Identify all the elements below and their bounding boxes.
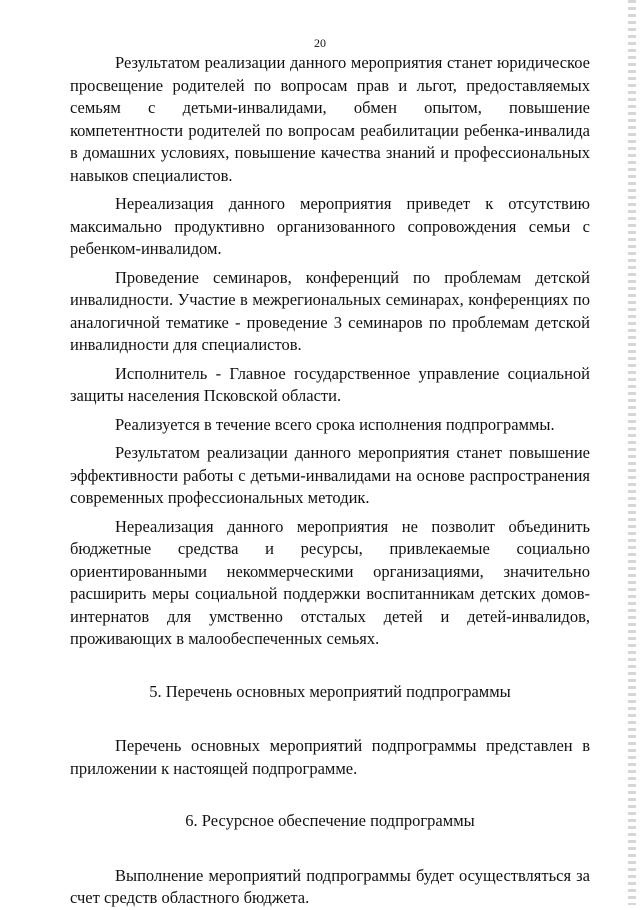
section-6-text: Выполнение мероприятий подпрограммы будет осуществляться за счет средств областного бюджета. xyxy=(70,865,590,907)
page-number: 20 xyxy=(314,36,326,50)
paragraph-result-efficiency: Результатом реализации данного мероприятия станет повышение эффективности работы с детьми-инвалидами на основе распространения современных профессиональных методик. xyxy=(70,443,590,507)
paragraph-non-implementation-resources: Нереализация данного мероприятия не позволит объединить бюджетные средства и ресурсы, привлекаемые социально ориентированными некоммерческими организациями, значительно расширить меры социальной поддержки воспитанникам детских домов-интернатов для умственно отсталых детей и детей-инвалидов, проживающих в малообеспеченных семьях. xyxy=(70,516,590,648)
section-5-text: Перечень основных мероприятий подпрограммы представлен в приложении к настоящей подпрограмме. xyxy=(70,736,590,778)
section-6-heading: 6. Ресурсное обеспечение подпрограммы xyxy=(185,811,475,830)
paragraph-executor: Исполнитель - Главное государственное управление социальной защиты населения Псковской области. xyxy=(70,363,590,405)
paragraph-term: Реализуется в течение всего срока исполнения подпрограммы. xyxy=(115,414,555,434)
paragraph-non-implementation-support: Нереализация данного мероприятия приведет к отсутствию максимально продуктивно организованного сопровождения семьи с ребенком-инвалидом. xyxy=(70,194,590,258)
scan-edge-artifact xyxy=(628,0,636,905)
document-body xyxy=(70,52,590,910)
paragraph-result-legal-education: Результатом реализации данного мероприятия станет юридическое просвещение родителей по вопросам прав и льгот, предоставляемых семьям с детьми-инвалидами, обмен опытом, повышение компетентности родителей по вопросам реабилитации ребенка-инвалида в домашних условиях, повышение качества знаний и профессиональных навыков специалистов. xyxy=(70,53,590,185)
section-5-heading: 5. Перечень основных мероприятий подпрограммы xyxy=(149,681,511,701)
paragraph-seminars: Проведение семинаров, конференций по проблемам детской инвалидности. Участие в межрегиональных семинарах, конференциях по аналогичной тематике - проведение 3 семинаров по проблемам детской инвалидности для специалистов. xyxy=(70,267,590,354)
